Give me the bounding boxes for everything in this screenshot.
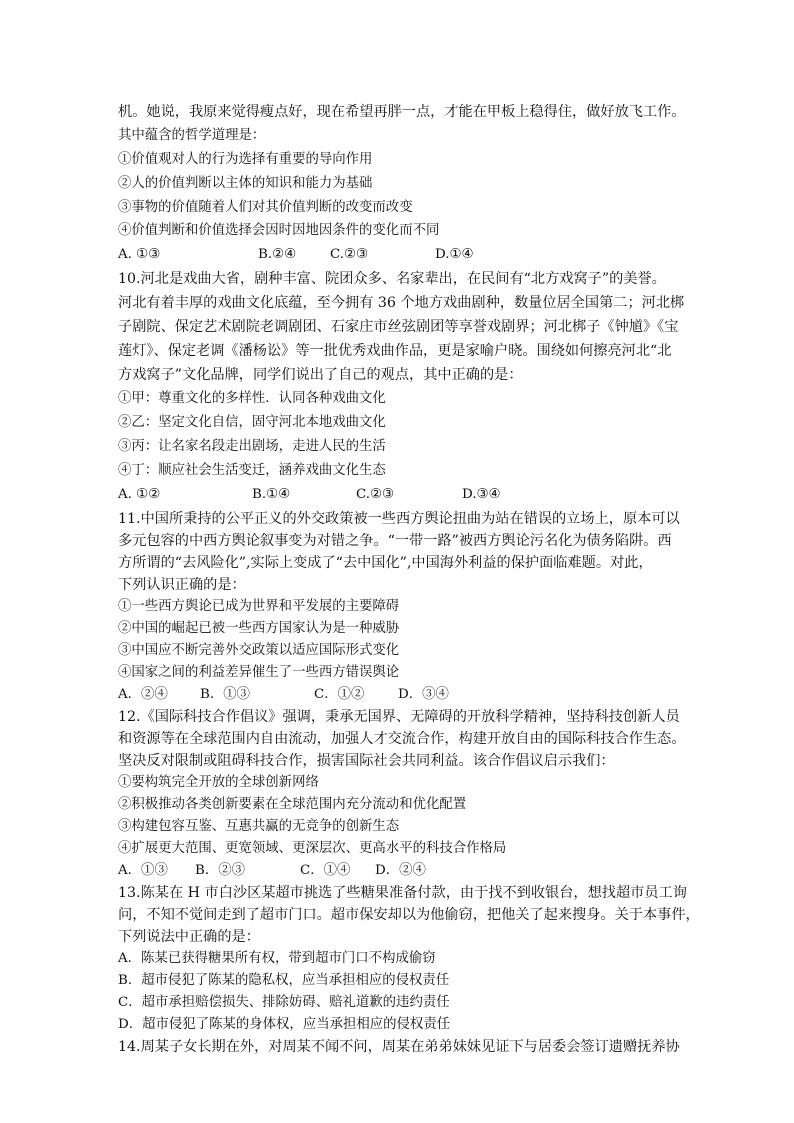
q11-item: ①一些西方舆论已成为世界和平发展的主要障碍 — [118, 599, 400, 614]
q9-option-a: A. ①③ — [118, 247, 161, 262]
q9-item: ④价值判断和价值选择会因时因地因条件的变化而不同 — [118, 223, 440, 238]
q9-stem-line: 机。她说，我原来觉得瘦点好，现在希望再胖一点，才能在甲板上稳得住，做好放飞工作。 — [118, 104, 686, 120]
q11-option-b: B．①③ — [200, 687, 251, 702]
q11-stem-line: 多元包容的中西方舆论叙事变为对错之争。“一带一路”被西方舆论污名化为债务陷阱。西 — [118, 533, 672, 549]
q13-stem-line: 13.陈某在 H 市白沙区某超市挑选了些糖果准备付款，由于找不到收银台，想找超市员工询 — [118, 885, 687, 901]
q11-option-c: C．①② — [314, 687, 365, 702]
q12-item: ④扩展更大范围、更宽领域、更深层次、更高水平的科技合作格局 — [118, 841, 507, 856]
q12-item: ①要构筑完全开放的全球创新网络 — [118, 775, 319, 790]
q12-option-b: B．②③ — [195, 863, 246, 878]
q13-choice-c: C．超市承担赔偿损失、排除妨碍、赔礼道歉的违约责任 — [118, 995, 450, 1010]
q13-stem-line: 问，不知不觉间走到了超市门口。超市保安却以为他偷窃，把他关了起来搜身。关于本事件， — [118, 907, 700, 923]
q9-option-b: B.②④ — [258, 247, 297, 262]
q12-option-d: D．②④ — [375, 863, 426, 878]
q12-item: ②积极推动各类创新要素在全球范围内充分流动和优化配置 — [118, 797, 467, 812]
q9-item: ③事物的价值随着人们对其价值判断的改变而改变 — [118, 200, 413, 215]
q9-item: ①价值观对人的行为选择有重要的导向作用 — [118, 152, 373, 167]
q10-item: ①甲：尊重文化的多样性．认同各种戏曲文化 — [118, 391, 386, 406]
q10-stem-line: 子剧院、保定艺术剧院老调剧团、石家庄市丝弦剧团等享誉戏剧界；河北梆子《钟馗》《宝 — [118, 319, 679, 335]
q12-stem-line: 和资源等在全球范围内自由流动，加强人才交流合作，构建开放自由的国际科技合作生态。 — [118, 731, 686, 747]
q10-option-c: C.②③ — [356, 487, 395, 502]
q10-stem-line: 方戏窝子”文化品牌，同学们说出了自己的观点，其中正确的是： — [118, 367, 523, 383]
q10-stem-line: 10.河北是戏曲大省，剧种丰富、院团众多、名家辈出，在民间有“北方戏窝子”的美誉。 — [118, 271, 666, 287]
q11-item: ②中国的崛起已被一些西方国家认为是一种威胁 — [118, 621, 400, 636]
q11-item: ④国家之间的利益差异催生了一些西方错误舆论 — [118, 665, 400, 680]
q9-item: ②人的价值判断以主体的知识和能力为基础 — [118, 176, 373, 191]
q12-option-c: C．①④ — [300, 863, 351, 878]
q10-option-b: B.①④ — [252, 487, 291, 502]
q9-option-c: C.②③ — [330, 247, 369, 262]
q11-stem-line: 下列认识正确的是： — [118, 577, 246, 593]
q10-item: ③丙：让名家名段走出剧场，走进人民的生活 — [118, 439, 386, 454]
q9-stem-line: 其中蕴含的哲学道理是： — [118, 128, 266, 143]
q11-option-d: D．③④ — [398, 687, 449, 702]
q10-stem-line: 莲灯》、保定老调《潘杨讼》等一批优秀戏曲作品，更是家喻户晓。围绕如何擦亮河北“北 — [118, 343, 672, 359]
q13-stem-line: 下列说法中正确的是： — [118, 929, 260, 945]
q11-stem-line: 11.中国所秉持的公平正义的外交政策被一些西方舆论扭曲为站在错误的立场上，原本可以 — [118, 511, 680, 527]
q13-choice-a: A．陈某已获得糖果所有权，带到超市门口不构成偷窃 — [118, 951, 436, 966]
q10-option-d: D.③④ — [462, 487, 501, 502]
q13-choice-b: B．超市侵犯了陈某的隐私权，应当承担相应的侵权责任 — [118, 973, 450, 988]
q12-option-a: A．①③ — [118, 863, 168, 878]
q10-item: ④丁：顺应社会生活变迁，涵养戏曲文化生态 — [118, 463, 386, 478]
q10-option-a: A. ①② — [118, 487, 161, 502]
q14-stem-line: 14.周某子女长期在外，对周某不闻不问，周某在弟弟妹妹见证下与居委会签订遗赠抚养协 — [118, 1039, 680, 1055]
q10-stem-line: 河北有着丰厚的戏曲文化底蕴，至今拥有 36 个地方戏曲剧种，数量位居全国第二；河北梆 — [118, 295, 685, 311]
q12-stem-line: 12.《国际科技合作倡议》强调，秉承无国界、无障碍的开放科学精神，坚持科技创新人员 — [118, 709, 680, 725]
q11-stem-line: 方所谓的“去风险化”,实际上变成了“去中国化”,中国海外利益的保护面临难题。对此， — [118, 555, 653, 571]
q12-stem-line: 坚决反对限制或阻碍科技合作，损害国际社会共同利益。该合作倡议启示我们： — [118, 753, 615, 769]
q13-choice-d: D．超市侵犯了陈某的身体权，应当承担相应的侵权责任 — [118, 1017, 451, 1032]
q11-option-a: A．②④ — [118, 687, 168, 702]
q9-option-d: D.①④ — [435, 247, 474, 262]
q10-item: ②乙：坚定文化自信，固守河北本地戏曲文化 — [118, 415, 386, 430]
q11-item: ③中国应不断完善外交政策以适应国际形式变化 — [118, 643, 400, 658]
q12-item: ③构建包容互鉴、互惠共赢的无竞争的创新生态 — [118, 819, 400, 834]
